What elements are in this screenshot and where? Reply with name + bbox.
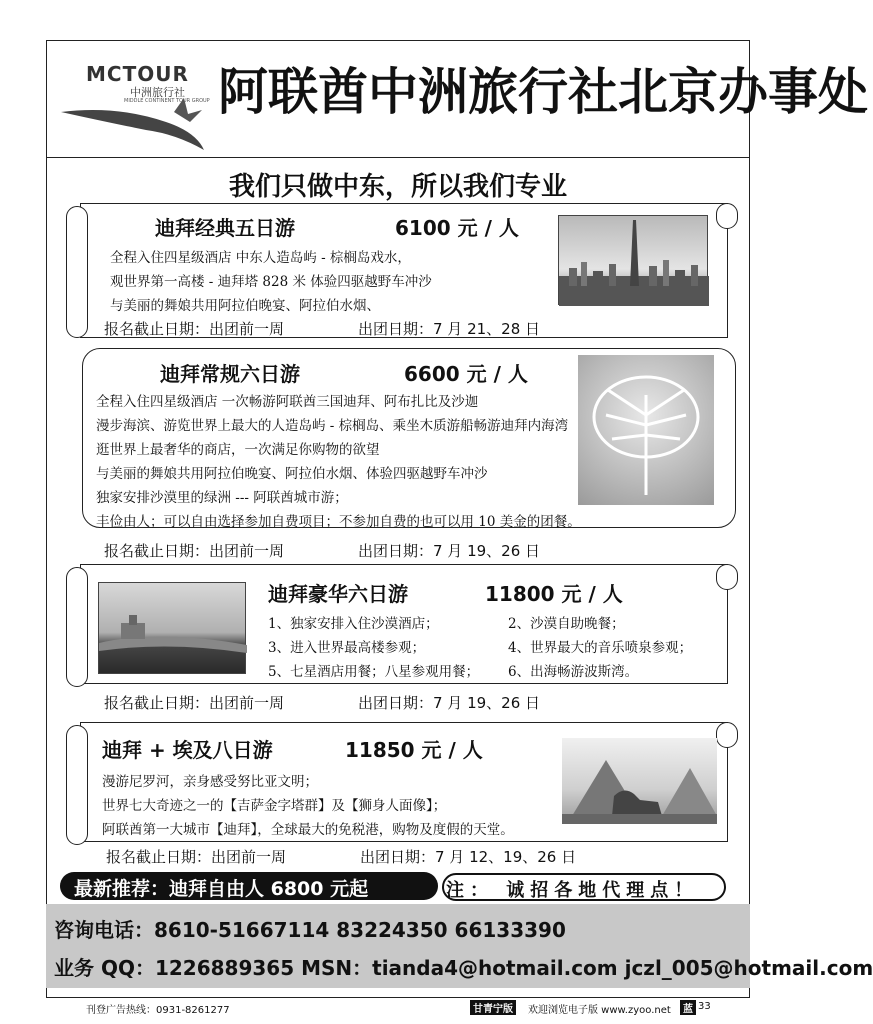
dubai-skyline-photo	[558, 215, 708, 305]
tour-1-dates: 出团日期：7 月 21、28 日	[358, 320, 541, 338]
tour-4-deadline: 报名截止日期：出团前一周	[106, 848, 287, 866]
tour-2-price: 6600 元 / 人	[404, 362, 528, 386]
header	[46, 40, 868, 158]
recommend-text: 最新推荐：迪拜自由人 6800 元起	[74, 878, 369, 900]
scroll-curl-left	[66, 206, 88, 338]
tour-3-dates: 出团日期：7 月 19、26 日	[358, 694, 541, 712]
contact-qq-msn: 业务 QQ：1226889365 MSN：tianda4@hotmail.com jczl_005@hotmail.com	[54, 956, 873, 980]
scroll-curl-right	[716, 564, 738, 590]
tour-3-price: 11800 元 / 人	[485, 582, 623, 606]
logo-cn: 中洲旅行社	[130, 86, 185, 99]
tour-1-price: 6100 元 / 人	[395, 216, 519, 240]
tour-2-line: 逛世界上最奢华的商店，一次满足你购物的欲望	[96, 442, 380, 458]
tour-1-line: 观世界第一高楼 - 迪拜塔 828 米 体验四驱越野车冲沙	[110, 274, 432, 290]
tour-4-line: 世界七大奇迹之一的【吉萨金字塔群】及【狮身人面像】；	[102, 798, 447, 814]
contact-phone: 咨询电话：8610-51667114 83224350 66133390	[54, 918, 566, 942]
tour-4-price: 11850 元 / 人	[345, 738, 483, 762]
page-title: 阿联酋中洲旅行社北京办事处	[218, 63, 868, 121]
tour-2-line: 丰俭由人；可以自由选择参加自费项目；不参加自费的也可以用 10 美金的团餐。	[96, 514, 581, 530]
welcome-text: 欢迎浏览电子版 www.zyoo.net	[528, 1005, 671, 1016]
ad-hotline: 刊登广告热线：0931-8261277	[86, 1005, 230, 1016]
tour-1-line: 与美丽的舞娘共用阿拉伯晚宴、阿拉伯水烟、	[110, 298, 380, 314]
scroll-curl-left	[66, 567, 88, 687]
tour-2-line: 独家安排沙漠里的绿洲 --- 阿联酋城市游；	[96, 490, 348, 506]
tour-3-title: 迪拜豪华六日游	[268, 582, 408, 606]
tour-4-line: 漫游尼罗河，亲身感受努比亚文明；	[102, 774, 318, 790]
scroll-curl-left	[66, 725, 88, 845]
tour-1-line: 全程入住四星级酒店 中东人造岛屿 - 棕榈岛戏水，	[110, 250, 411, 266]
tour-2-line: 全程入住四星级酒店 一次畅游阿联酋三国迪拜、阿布扎比及沙迦	[96, 394, 479, 410]
tour-3-item: 6、出海畅游波斯湾。	[508, 664, 639, 680]
tour-2-dates: 出团日期：7 月 19、26 日	[358, 542, 541, 560]
tour-3-item: 1、独家安排入住沙漠酒店；	[268, 616, 439, 632]
tour-2-line: 漫步海滨、游览世界上最大的人造岛屿 - 棕榈岛、乘坐木质游船畅游迪拜内海湾	[96, 418, 569, 434]
logo-text: MCTOUR	[86, 62, 189, 86]
tour-2-line: 与美丽的舞娘共用阿拉伯晚宴、阿拉伯水烟、体验四驱越野车冲沙	[96, 466, 488, 482]
atlantis-resort-photo	[98, 582, 246, 674]
tour-3-item: 5、七星酒店用餐；八星参观用餐；	[268, 664, 480, 680]
tour-2-title: 迪拜常规六日游	[160, 362, 300, 386]
tour-3-item: 2、沙漠自助晚餐；	[508, 616, 625, 632]
tour-1-deadline: 报名截止日期：出团前一周	[104, 320, 285, 338]
scroll-curl-right	[716, 203, 738, 229]
edition-badge: 甘青宁版	[470, 1000, 516, 1015]
tour-2-deadline: 报名截止日期：出团前一周	[104, 542, 285, 560]
agent-note: 注： 诚招各地代理点！	[446, 880, 699, 901]
pyramids-photo	[562, 738, 717, 824]
tour-4-dates: 出团日期：7 月 12、19、26 日	[360, 848, 577, 866]
scroll-curl-right	[716, 722, 738, 748]
slogan: 我们只做中东，所以我们专业	[228, 172, 567, 202]
tour-4-title: 迪拜 + 埃及八日游	[102, 738, 273, 762]
tour-1-title: 迪拜经典五日游	[155, 216, 295, 240]
page-number: 33	[698, 1001, 711, 1012]
tour-4-line: 阿联酋第一大城市【迪拜】，全球最大的免税港，购物及度假的天堂。	[102, 822, 514, 838]
palm-island-photo	[578, 355, 714, 505]
logo-en: MIDDLE CONTINENT TOUR GROUP	[124, 98, 210, 104]
tour-3-item: 3、进入世界最高楼参观；	[268, 640, 426, 656]
tour-3-item: 4、世界最大的音乐喷泉参观；	[508, 640, 693, 656]
tour-3-deadline: 报名截止日期：出团前一周	[104, 694, 285, 712]
section-badge: 蓝	[680, 1000, 696, 1015]
